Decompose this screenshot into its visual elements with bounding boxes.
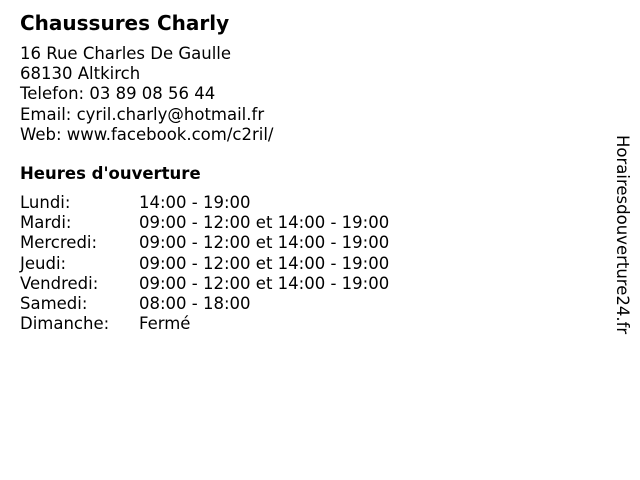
business-card xyxy=(20,10,389,334)
hours-row-thursday xyxy=(20,254,389,274)
day-label: Mardi: xyxy=(20,213,72,233)
business-name: Chaussures Charly xyxy=(20,11,230,35)
time-range: Fermé xyxy=(139,314,191,334)
day-label: Vendredi: xyxy=(20,273,99,293)
hours-row-saturday xyxy=(20,294,389,314)
time-range: 09:00 - 12:00 et 14:00 - 19:00 xyxy=(139,253,390,273)
time-range: 09:00 - 12:00 et 14:00 - 19:00 xyxy=(139,213,390,233)
day-label: Mercredi: xyxy=(20,233,98,253)
time-range: 09:00 - 12:00 et 14:00 - 19:00 xyxy=(139,233,390,253)
site-watermark: Horairesdouverture24.fr xyxy=(613,135,632,335)
day-label: Lundi: xyxy=(20,193,71,213)
city-postal: 68130 Altkirch xyxy=(20,64,141,84)
hours-table xyxy=(20,193,389,334)
hours-heading: Heures d'ouverture xyxy=(20,164,201,184)
phone-number: Telefon: 03 89 08 56 44 xyxy=(20,84,216,104)
time-range: 09:00 - 12:00 et 14:00 - 19:00 xyxy=(139,273,390,293)
time-range: 08:00 - 18:00 xyxy=(139,294,251,314)
hours-row-monday xyxy=(20,193,389,213)
street-address: 16 Rue Charles De Gaulle xyxy=(20,44,232,63)
hours-row-friday xyxy=(20,274,389,294)
hours-row-wednesday xyxy=(20,233,389,253)
hours-row-sunday xyxy=(20,314,389,334)
day-label: Jeudi: xyxy=(20,253,67,273)
email-address: Email: cyril.charly@hotmail.fr xyxy=(20,104,265,124)
time-range: 14:00 - 19:00 xyxy=(139,193,251,213)
day-label: Dimanche: xyxy=(20,314,110,334)
hours-row-tuesday xyxy=(20,213,389,233)
day-label: Samedi: xyxy=(20,294,88,314)
website: Web: www.facebook.com/c2ril/ xyxy=(20,124,274,144)
contact-info xyxy=(20,44,389,145)
